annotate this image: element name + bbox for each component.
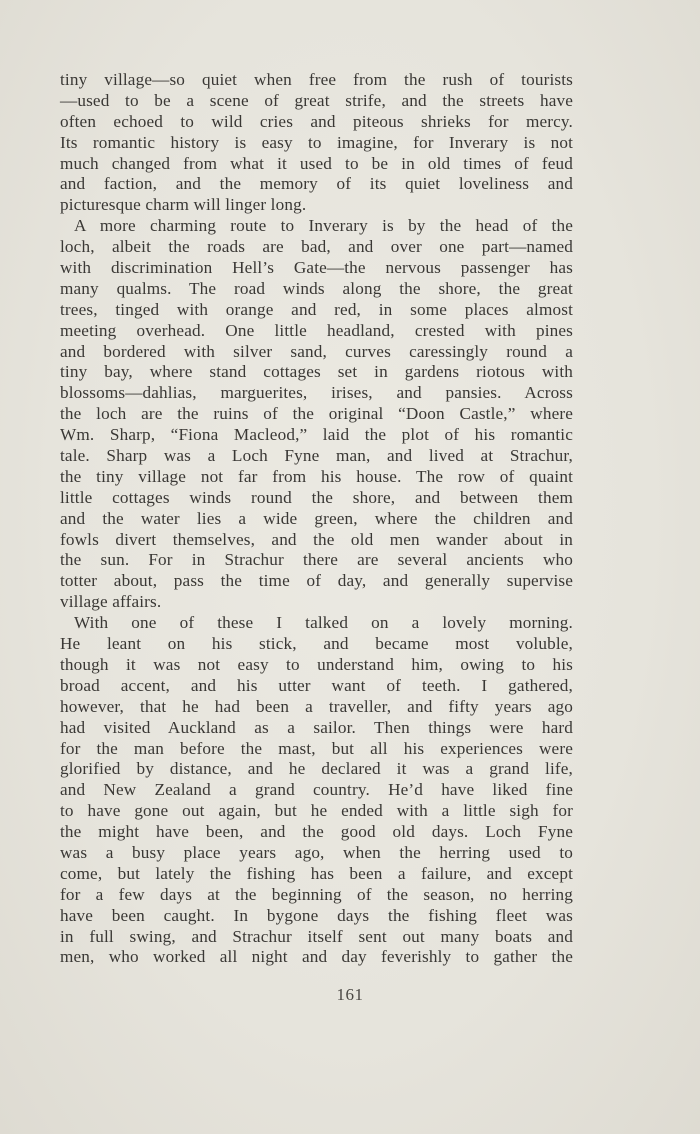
text-line: had visited Auckland as a sailor. Then things were hard: [60, 717, 573, 737]
text-line: village affairs.: [60, 592, 162, 612]
text-line: and faction, and the memory of its quiet loveliness and: [60, 174, 573, 194]
body-text: [60, 70, 573, 968]
text-line: often echoed to wild cries and piteous shrieks for mercy.: [60, 111, 573, 131]
text-line: and New Zealand a grand country. He’d have liked fine: [60, 780, 573, 800]
text-line: tale. Sharp was a Loch Fyne man, and lived at Strachur,: [60, 446, 573, 466]
text-line: many qualms. The road winds along the shore, the great: [60, 278, 573, 298]
text-line: broad accent, and his utter want of teeth. I gathered,: [60, 675, 573, 695]
paragraph-3: [60, 613, 573, 968]
text-line: the loch are the ruins of the original “Doon Castle,” where: [60, 404, 573, 424]
text-line: —used to be a scene of great strife, and the streets have: [60, 90, 573, 110]
text-line: A more charming route to Inverary is by the head of the: [74, 216, 573, 236]
text-line: the might have been, and the good old days. Loch Fyne: [60, 822, 573, 842]
text-line: come, but lately the fishing has been a failure, and except: [60, 863, 573, 883]
text-line: for a few days at the beginning of the season, no herring: [60, 884, 573, 904]
text-line: trees, tinged with orange and red, in some places almost: [60, 299, 573, 319]
text-line: glorified by distance, and he declared it was a grand life,: [60, 759, 573, 779]
paragraph-2: [60, 216, 573, 613]
text-line: men, who worked all night and day feverishly to gather the: [60, 947, 573, 967]
text-line: and bordered with silver sand, curves caressingly round a: [60, 341, 573, 361]
text-line: however, that he had been a traveller, and fifty years ago: [60, 696, 573, 716]
text-line: picturesque charm will linger long.: [60, 195, 307, 215]
text-line: in full swing, and Strachur itself sent out many boats and: [60, 926, 573, 946]
text-line: fowls divert themselves, and the old men wander about in: [60, 529, 573, 549]
text-line: and the water lies a wide green, where the children and: [60, 508, 573, 528]
text-line: totter about, pass the time of day, and generally supervise: [60, 571, 573, 591]
text-line: Its romantic history is easy to imagine, for Inverary is not: [60, 132, 573, 152]
text-line: the sun. For in Strachur there are several ancients who: [60, 550, 573, 570]
paragraph-1: [60, 70, 573, 216]
page-number: 161: [336, 985, 364, 1004]
text-line: blossoms—dahlias, marguerites, irises, and pansies. Across: [60, 383, 573, 403]
text-line: With one of these I talked on a lovely morning.: [74, 613, 573, 633]
text-line: tiny village—so quiet when free from the rush of tourists: [60, 70, 573, 89]
text-line: to have gone out again, but he ended with a little sigh for: [60, 801, 573, 821]
text-line: though it was not easy to understand him, owing to his: [60, 654, 573, 674]
text-line: for the man before the mast, but all his experiences were: [60, 738, 573, 758]
text-line: tiny bay, where stand cottages set in gardens riotous with: [60, 362, 573, 382]
text-line: was a busy place years ago, when the herring used to: [60, 842, 573, 862]
text-line: have been caught. In bygone days the fishing fleet was: [60, 905, 573, 925]
text-line: little cottages winds round the shore, and between them: [60, 487, 573, 507]
text-line: loch, albeit the roads are bad, and over one part—named: [60, 237, 573, 257]
text-line: Wm. Sharp, “Fiona Macleod,” laid the plot of his romantic: [60, 425, 573, 445]
text-line: He leant on his stick, and became most voluble,: [60, 634, 573, 654]
text-line: the tiny village not far from his house. The row of quaint: [60, 466, 573, 486]
text-line: meeting overhead. One little headland, crested with pines: [60, 320, 573, 340]
text-line: with discrimination Hell’s Gate—the nervous passenger has: [60, 258, 573, 278]
text-line: much changed from what it used to be in old times of feud: [60, 153, 573, 173]
